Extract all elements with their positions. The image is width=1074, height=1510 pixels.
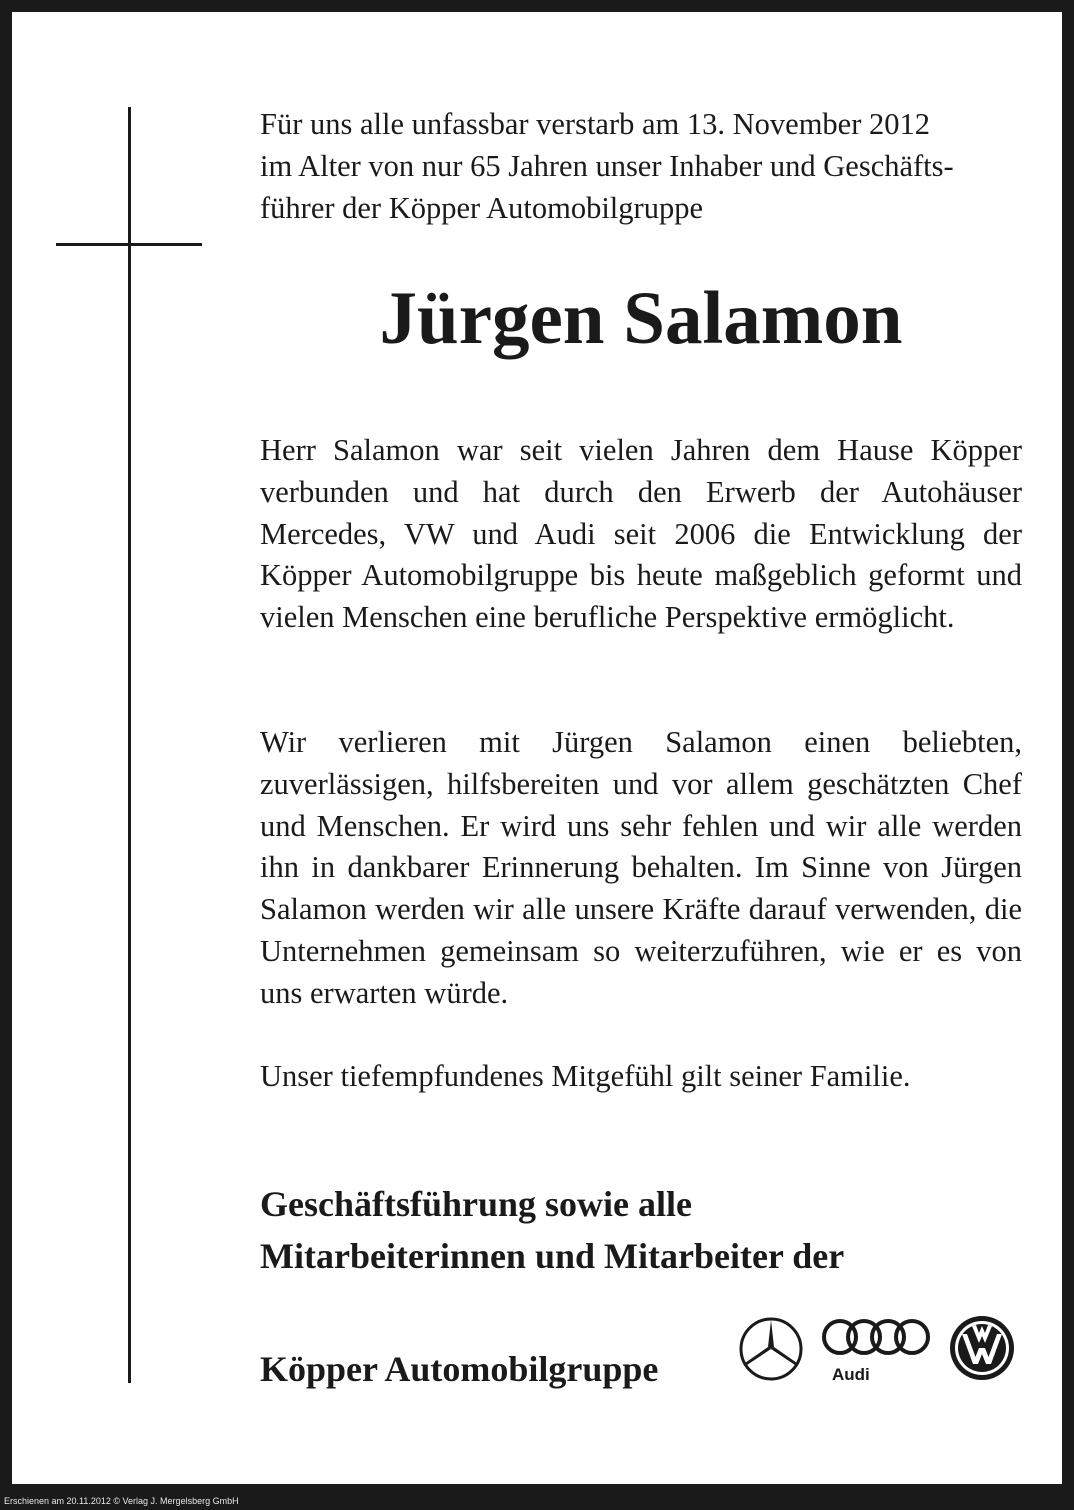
audi-rings-icon	[818, 1314, 934, 1384]
signature	[260, 1178, 1022, 1282]
signature-line: Mitarbeiterinnen und Mitarbeiter der	[260, 1236, 845, 1276]
intro-text	[260, 104, 1022, 229]
cross-icon-horizontal	[56, 243, 202, 246]
vw-logo-icon	[948, 1314, 1016, 1382]
obituary-page	[12, 12, 1062, 1484]
cross-icon-vertical	[128, 107, 131, 1383]
paragraph-1: Herr Salamon war seit vielen Jahren dem Hause Köpper verbunden und hat durch den Erwerb der Autohäuser Mercedes, VW und Audi seit 2006 die Entwicklung der Köpper Automobilgruppe bis heute maßgeblich geformt und vielen Menschen eine berufliche Perspektive ermöglicht.	[260, 433, 1022, 635]
intro-line: im Alter von nur 65 Jahren unser Inhaber und Geschäfts-	[260, 148, 954, 183]
audi-logo-text: Audi	[832, 1365, 870, 1384]
signature-line: Geschäftsführung sowie alle	[260, 1184, 692, 1224]
footer-credit: Erschienen am 20.11.2012 © Verlag J. Mergelsberg GmbH	[4, 1496, 239, 1506]
mercedes-star-icon	[738, 1316, 804, 1382]
company-name: Köpper Automobilgruppe	[260, 1349, 659, 1389]
intro-line: Für uns alle unfassbar verstarb am 13. November 2012	[260, 107, 930, 141]
paragraph-2: Wir verlieren mit Jürgen Salamon einen beliebten, zuverlässigen, hilfsbereiten und vor allem geschätzten Chef und Menschen. Er wird uns sehr fehlen und wir alle werden ihn in dankbarer Erinnerung behalten. Im Sinne von Jürgen Salamon werden wir alle unsere Kräfte darauf verwenden, die Unternehmen gemeinsam so weiterzuführen, wie er es von uns erwarten würde.	[260, 725, 1022, 1010]
deceased-name: Jürgen Salamon	[379, 277, 903, 360]
intro-line: führer der Köpper Automobilgruppe	[260, 190, 703, 225]
paragraph-3: Unser tiefempfundenes Mitgefühl gilt seiner Familie.	[260, 1059, 911, 1093]
